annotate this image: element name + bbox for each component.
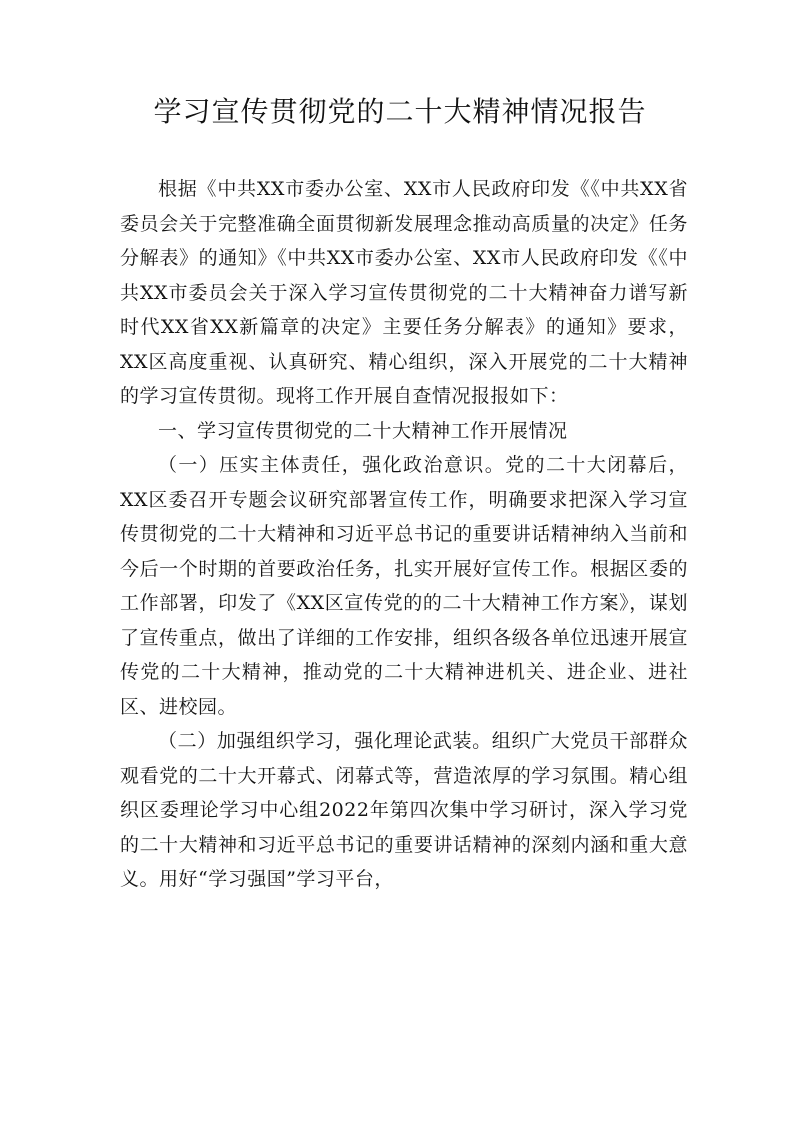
paragraph-one: （一）压实主体责任，强化政治意识。党的二十大闭幕后，XX区委召开专题会议研究部署宣传工作，明确要求把深入学习宣传贯彻党的二十大精神和习近平总书记的重要讲话精神纳入当前和今后一个时期的首要政治任务，扎实开展好宣传工作。根据区委的工作部署，印发了《XX区宣传党的的二十大精神工作方案》，谋划了宣传重点，做出了详细的工作安排，组织各级各单位迅速开展宣传党的二十大精神，推动党的二十大精神进机关、进企业、进社区、进校园。 bbox=[120, 454, 688, 718]
paragraph-two: （二）加强组织学习，强化理论武装。组织广大党员干部群众观看党的二十大开幕式、闭幕式等，营造浓厚的学习氛围。精心组织区委理论学习中心组2022年第四次集中学习研讨，深入学习党的二十大精神和习近平总书记的重要讲话精神的深刻内涵和重大意义。用好“学习强国”学习平台， bbox=[120, 730, 688, 890]
document-body bbox=[120, 172, 688, 897]
intro-paragraph: 根据《中共XX市委办公室、XX市人民政府印发《《中共XX省委员会关于完整准确全面贯彻新发展理念推动高质量的决定》任务分解表》的通知》《中共XX市委办公室、XX市人民政府印发《《中共XX市委员会关于深入学习宣传贯彻党的二十大精神奋力谱写新时代XX省XX新篇章的决定》主要任务分解表》的通知》要求，XX区高度重视、认真研究、精心组织，深入开展党的二十大精神的学习宣传贯彻。现将工作开展自查情况报报如下： bbox=[120, 178, 688, 407]
document-title: 学习宣传贯彻党的二十大精神情况报告 bbox=[153, 95, 647, 128]
section-heading: 一、学习宣传贯彻党的二十大精神工作开展情况 bbox=[158, 419, 568, 442]
